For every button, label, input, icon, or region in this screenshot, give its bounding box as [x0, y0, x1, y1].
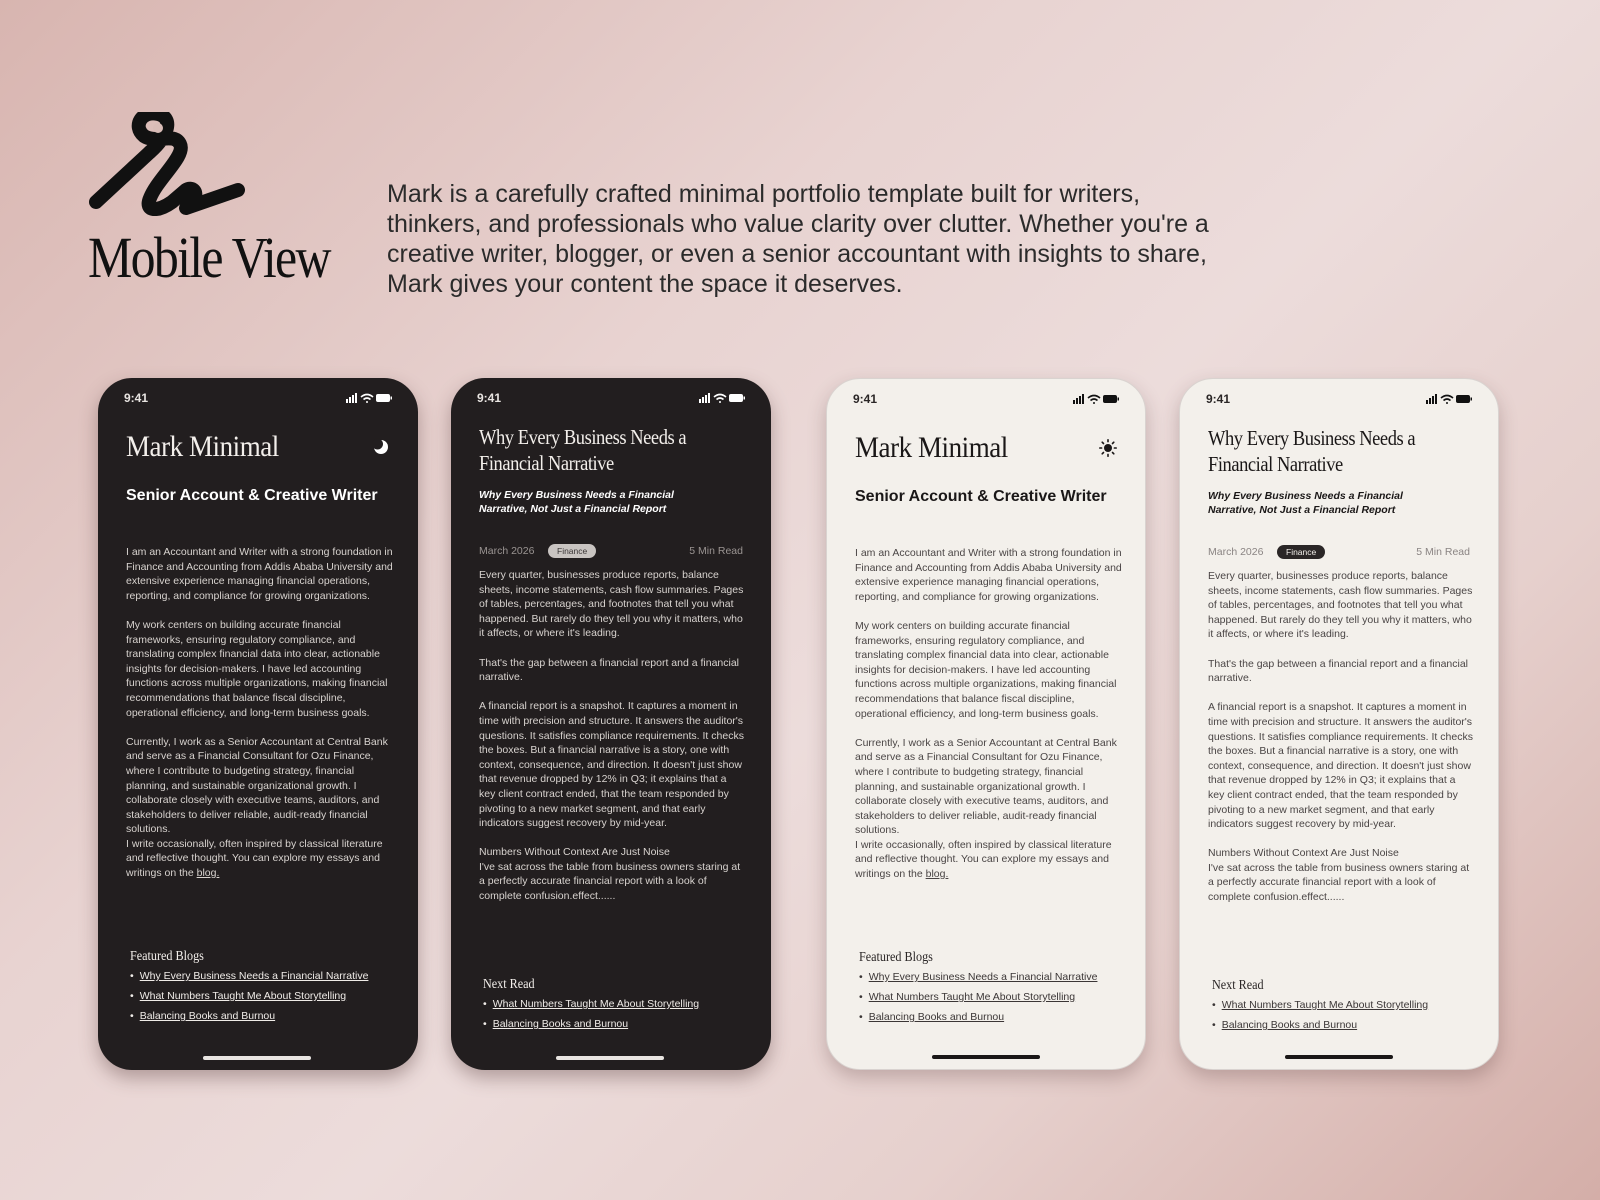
home-indicator — [203, 1056, 311, 1060]
article-subtitle: Why Every Business Needs a Financial Narrative, Not Just a Financial Report — [1208, 490, 1403, 516]
home-indicator — [932, 1055, 1040, 1059]
featured-blog-link[interactable]: What Numbers Taught Me About Storytelling — [139, 990, 347, 1002]
list-item[interactable] — [130, 966, 368, 986]
featured-blog-link[interactable]: Why Every Business Needs a Financial Narrative — [139, 970, 369, 982]
article-meta — [479, 543, 743, 559]
phone-light-home — [826, 378, 1146, 1070]
bio-paragraph-last — [855, 838, 1125, 882]
featured-blogs-list — [130, 966, 368, 1026]
list-item[interactable] — [859, 967, 1097, 987]
category-tag[interactable]: Finance — [1277, 545, 1325, 559]
intro-description: Mark is a carefully crafted minimal portfolio template built for writers, thinkers, and professionals who value clarity over clutter. Whether you're a creative writer, blogger, or even a senior accountant with insights to share, Mark gives your content the space it deserves. — [387, 180, 1209, 298]
sun-icon[interactable] — [1099, 439, 1117, 457]
next-read-link[interactable]: What Numbers Taught Me About Storytelling — [492, 998, 700, 1010]
home-indicator — [1285, 1055, 1393, 1059]
status-bar — [827, 391, 1145, 409]
bio-last-text: I write occasionally, often inspired by classical literature and reflective thought. You can explore my essays and writings on the — [126, 837, 383, 880]
featured-blog-link[interactable]: Balancing Books and Burnou — [868, 1011, 1005, 1023]
role-title: Senior Account & Creative Writer — [855, 488, 1107, 505]
list-item[interactable] — [130, 986, 368, 1006]
read-time: 5 Min Read — [1416, 546, 1470, 558]
page-title: Mobile View — [88, 225, 330, 290]
featured-blog-link[interactable]: Why Every Business Needs a Financial Narrative — [868, 971, 1098, 983]
blog-link[interactable]: blog. — [925, 868, 949, 881]
bio — [126, 545, 396, 881]
bio-paragraph: Currently, I work as a Senior Accountant at Central Bank and serve as a Financial Consultant for Ozu Finance, where I contribute to budgeting strategy, financial planning, and sustainable organizational growth. I collaborate closely with executive teams, auditors, and stakeholders to deliver reliable, audit-ready financial solutions. — [126, 735, 388, 836]
status-icons — [1426, 394, 1472, 404]
bio-paragraph: My work centers on building accurate financial frameworks, ensuring regulatory compliance, and translating complex financial data into clear, actionable insights for decision-makers. I have led accounting functions across multiple organizations, making financial recommendations that balance fiscal discipline, operational efficiency, and long-term business goals. — [126, 618, 388, 719]
status-time: 9:41 — [477, 391, 502, 405]
list-item[interactable] — [859, 1007, 1097, 1027]
read-time: 5 Min Read — [689, 545, 743, 557]
article-date: March 2026 — [1208, 546, 1264, 558]
article-date: March 2026 — [479, 545, 535, 557]
status-icons — [1073, 394, 1119, 404]
featured-blog-link[interactable]: What Numbers Taught Me About Storytelling — [868, 991, 1076, 1003]
role-title: Senior Account & Creative Writer — [126, 487, 378, 504]
article-title: Why Every Business Needs a Financial Narrative — [479, 425, 687, 475]
list-item[interactable] — [1212, 1015, 1428, 1035]
brand-name[interactable]: Mark Minimal — [126, 430, 279, 463]
home-indicator — [556, 1056, 664, 1060]
status-time: 9:41 — [124, 391, 149, 405]
list-item[interactable] — [130, 1006, 368, 1026]
next-read-link[interactable]: Balancing Books and Burnou — [492, 1018, 629, 1030]
next-read-heading: Next Read — [483, 976, 535, 991]
article-paragraph: That's the gap between a financial report and a financial narrative. — [479, 656, 740, 684]
bio-paragraph: My work centers on building accurate financial frameworks, ensuring regulatory compliance, and translating complex financial data into clear, actionable insights for decision-makers. I have led accounting functions across multiple organizations, making financial recommendations that balance fiscal discipline, operational efficiency, and long-term business goals. — [855, 619, 1117, 720]
list-item[interactable] — [483, 994, 699, 1014]
bio-last-text: I write occasionally, often inspired by classical literature and reflective thought. You can explore my essays and writings on the — [855, 838, 1112, 881]
category-tag[interactable]: Finance — [548, 544, 596, 558]
article-paragraph: A financial report is a snapshot. It captures a moment in time with precision and structure. It answers the auditor's questions. It satisfies compliance requirements. It checks the boxes. But a financial narrative is a story, one with context, consequence, and direction. It doesn't just show that revenue dropped by 12% in Q3; it explains that a key client contract ended, that the team responded by pivoting to a new market segment, and that early indicators suggest recovery by mid-year. — [1208, 701, 1473, 831]
article-paragraph: I've sat across the table from business owners staring at a perfectly accurate financial report with a look of complete confusion.effect...... — [479, 860, 741, 903]
featured-blogs-list — [859, 967, 1097, 1027]
status-time: 9:41 — [853, 392, 878, 406]
status-bar — [98, 390, 418, 408]
phone-dark-article — [451, 378, 771, 1070]
article-section-heading: Numbers Without Context Are Just Noise — [1208, 847, 1399, 860]
article-body — [1208, 569, 1474, 905]
bio-paragraph-last — [126, 837, 396, 881]
article-subtitle: Why Every Business Needs a Financial Narrative, Not Just a Financial Report — [479, 489, 674, 515]
next-read-link[interactable]: Balancing Books and Burnou — [1221, 1019, 1358, 1031]
moon-icon[interactable] — [372, 438, 390, 456]
bio — [855, 546, 1125, 882]
article-title: Why Every Business Needs a Financial Narrative — [1208, 426, 1416, 476]
status-icons — [699, 393, 745, 403]
list-item[interactable] — [483, 1014, 699, 1034]
featured-blogs-heading: Featured Blogs — [859, 949, 933, 964]
featured-blogs-heading: Featured Blogs — [130, 948, 204, 963]
phone-light-article — [1179, 378, 1499, 1070]
article-body — [479, 568, 745, 904]
status-time: 9:41 — [1206, 392, 1231, 406]
featured-blog-link[interactable]: Balancing Books and Burnou — [139, 1010, 276, 1022]
bio-paragraph: Currently, I work as a Senior Accountant at Central Bank and serve as a Financial Consultant for Ozu Finance, where I contribute to budgeting strategy, financial planning, and sustainable organizational growth. I collaborate closely with executive teams, auditors, and stakeholders to deliver reliable, audit-ready financial solutions. — [855, 736, 1117, 837]
list-item[interactable] — [859, 987, 1097, 1007]
article-paragraph: Every quarter, businesses produce reports, balance sheets, income statements, cash flow summaries. Pages of tables, percentages, and footnotes that tell you what happened. But rarely do they tell you why it matters, who it affects, or where it's leading. — [479, 569, 744, 640]
list-item[interactable] — [1212, 995, 1428, 1015]
article-paragraph: I've sat across the table from business owners staring at a perfectly accurate financial report with a look of complete confusion.effect...... — [1208, 861, 1470, 904]
bio-paragraph: I am an Accountant and Writer with a strong foundation in Finance and Accounting from Addis Ababa University and extensive experience managing financial operations, reporting, and compliance for growing organizations. — [855, 547, 1122, 603]
article-paragraph: A financial report is a snapshot. It captures a moment in time with precision and structure. It answers the auditor's questions. It satisfies compliance requirements. It checks the boxes. But a financial narrative is a story, one with context, consequence, and direction. It doesn't just show that revenue dropped by 12% in Q3; it explains that a key client contract ended, that the team responded by pivoting to a new market segment, and that early indicators suggest recovery by mid-year. — [479, 700, 744, 830]
phone-dark-home — [98, 378, 418, 1070]
blog-link[interactable]: blog. — [196, 867, 220, 880]
article-meta — [1208, 544, 1470, 560]
article-section-heading: Numbers Without Context Are Just Noise — [479, 846, 670, 859]
bio-paragraph: I am an Accountant and Writer with a strong foundation in Finance and Accounting from Addis Ababa University and extensive experience managing financial operations, reporting, and compliance for growing organizations. — [126, 546, 393, 602]
article-paragraph: Every quarter, businesses produce reports, balance sheets, income statements, cash flow summaries. Pages of tables, percentages, and footnotes that tell you what happened. But rarely do they tell you why it matters, who it affects, or where it's leading. — [1208, 570, 1473, 641]
mark-logo — [88, 112, 248, 216]
next-read-link[interactable]: What Numbers Taught Me About Storytelling — [1221, 999, 1429, 1011]
article-paragraph: That's the gap between a financial report and a financial narrative. — [1208, 657, 1469, 685]
status-icons — [346, 393, 392, 403]
brand-name[interactable]: Mark Minimal — [855, 431, 1008, 464]
next-read-heading: Next Read — [1212, 977, 1264, 992]
next-read-list — [483, 994, 699, 1034]
status-bar — [1180, 391, 1498, 409]
next-read-list — [1212, 995, 1428, 1035]
status-bar — [451, 390, 771, 408]
